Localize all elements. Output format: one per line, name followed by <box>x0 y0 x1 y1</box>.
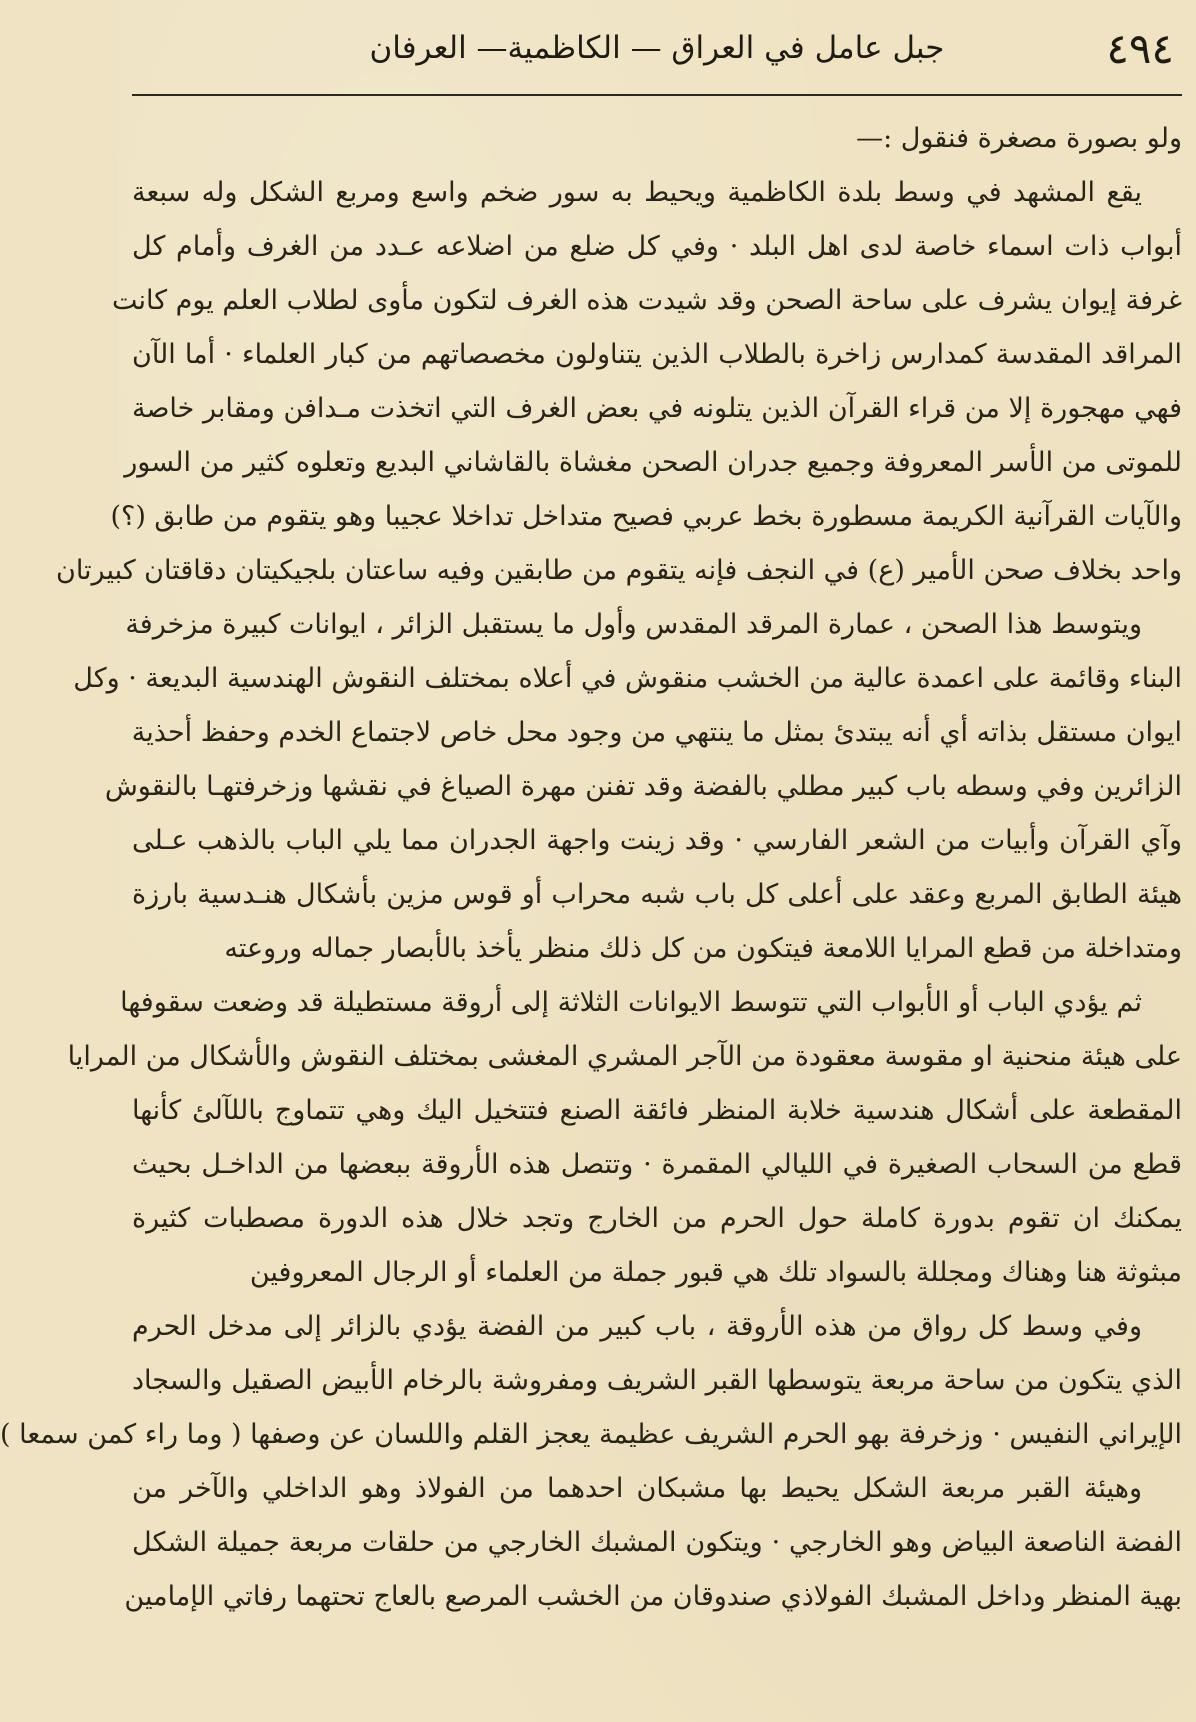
text-line: الزائرين وفي وسطه باب كبير مطلي بالفضة وقد تفنن مهرة الصياغ في نقشها وزخرفتهـا بالنقوش <box>104 771 1182 802</box>
text-line: ايوان مستقل بذاته أي أنه يبتدئ بمثل ما ينتهي من وجود محل خاص لاجتماع الخدم وحفظ أحذية <box>131 717 1182 748</box>
text-line: هيئة الطابق المربع وعقد على أعلى كل باب شبه محراب أو قوس مزين بأشكال هنـدسية بارزة <box>132 879 1182 910</box>
running-title: جبل عامل في العراق — الكاظمية— العرفان <box>369 30 945 66</box>
text-line: بهية المنظر وداخل المشبك الفولاذي صندوقان من الخشب المرصع بالعاج تحتهما رفاتي الإمامين <box>124 1581 1182 1612</box>
text-line: الإيراني النفيس · وزخرفة بهو الحرم الشريف عظيمة يعجز القلم واللسان عن وصفها ( وما راء كمن سمعا ) <box>0 1419 1182 1450</box>
text-line: واحد بخلاف صحن الأمير (ع) في النجف فإنه يتقوم من طابقين وفيه ساعتان بلجيكيتان دقاقتان كبيرتان <box>55 555 1182 586</box>
text-line: المقطعة على أشكال هندسية خلابة المنظر فائقة الصنع فتتخيل اليك وهي تتماوج باللآلئ كأنها <box>132 1095 1182 1126</box>
text-line: الذي يتكون من ساحة مربعة يتوسطها القبر الشريف ومفروشة بالرخام الأبيض الصقيل والسجاد <box>132 1365 1182 1396</box>
text-line: وهيئة القبر مربعة الشكل يحيط بها مشبكان احدهما من الفولاذ وهو الداخلي والآخر من <box>132 1473 1142 1504</box>
text-line: البناء وقائمة على اعمدة عالية من الخشب منقوش في أعلاه بمختلف النقوش الهندسية البديعة · وكل <box>73 663 1182 694</box>
text-line: مبثوثة هنا وهناك ومجللة بالسواد تلك هي قبور جملة من العلماء أو الرجال المعروفين <box>249 1257 1182 1288</box>
text-line: المراقد المقدسة كمدارس زاخرة بالطلاب الذين يتناولون مخصصاتهم من كبار العلماء · أما الآن <box>132 339 1182 370</box>
text-line: فهي مهجورة إلا من قراء القرآن الذين يتلونه في بعض الغرف التي اتخذت مـدافن ومقابر خاصة <box>132 393 1182 424</box>
text-line: يقع المشهد في وسط بلدة الكاظمية ويحيط به سور ضخم واسع ومربع الشكل وله سبعة <box>132 177 1142 208</box>
text-line: ثم يؤدي الباب أو الأبواب التي تتوسط الايوانات الثلاثة إلى أروقة مستطيلة قد وضعت سقوفها <box>120 987 1142 1018</box>
text-line: الفضة الناصعة البياض وهو الخارجي · ويتكون المشبك الخارجي من حلقات مربعة جميلة الشكل <box>132 1527 1182 1558</box>
text-line: للموتى من الأسر المعروفة وجميع جدران الصحن مغشاة بالقاشاني البديع وتعلوه كثير من السور <box>124 447 1182 478</box>
text-line: ولو بصورة مصغرة فنقول :— <box>856 123 1182 154</box>
text-line: وفي وسط كل رواق من هذه الأروقة ، باب كبير من الفضة يؤدي بالزائر إلى مدخل الحرم <box>132 1311 1142 1342</box>
text-line: وآي القرآن وأبيات من الشعر الفارسي · وقد زينت واجهة الجدران مما يلي الباب بالذهب عـلى <box>132 825 1182 856</box>
text-line: ومتداخلة من قطع المرايا اللامعة فيتكون من كل ذلك منظر يأخذ بالأبصار جماله وروعته <box>224 933 1182 964</box>
article-body <box>0 112 1182 1624</box>
text-line: أبواب ذات اسماء خاصة لدى اهل البلد · وفي كل ضلع من اضلاعه عـدد من الغرف وأمام كل <box>132 231 1182 262</box>
text-line: والآيات القرآنية الكريمة مسطورة بخط عربي فصيح متداخل تداخلا عجيبا وهو يتقوم من طابق (؟) <box>110 501 1182 532</box>
text-line: قطع من السحاب الصغيرة في الليالي المقمرة · وتتصل هذه الأروقة ببعضها من الداخـل بحيث <box>132 1149 1182 1180</box>
text-line: ويتوسط هذا الصحن ، عمارة المرقد المقدس وأول ما يستقبل الزائر ، ايوانات كبيرة مزخرفة <box>125 609 1142 640</box>
page-header <box>132 18 1182 78</box>
header-divider <box>132 94 1182 96</box>
text-line: على هيئة منحنية او مقوسة معقودة من الآجر المشري المغشى بمختلف النقوش والأشكال من المرايا <box>67 1041 1182 1072</box>
text-line: يمكنك ان تقوم بدورة كاملة حول الحرم من الخارج وتجد خلال هذه الدورة مصطبات كثيرة <box>132 1203 1182 1234</box>
page-number: ٤٩٤ <box>1106 23 1174 73</box>
text-line: غرفة إيوان يشرف على ساحة الصحن وقد شيدت هذه الغرف لتكون مأوى لطلاب العلم يوم كانت <box>111 285 1182 316</box>
